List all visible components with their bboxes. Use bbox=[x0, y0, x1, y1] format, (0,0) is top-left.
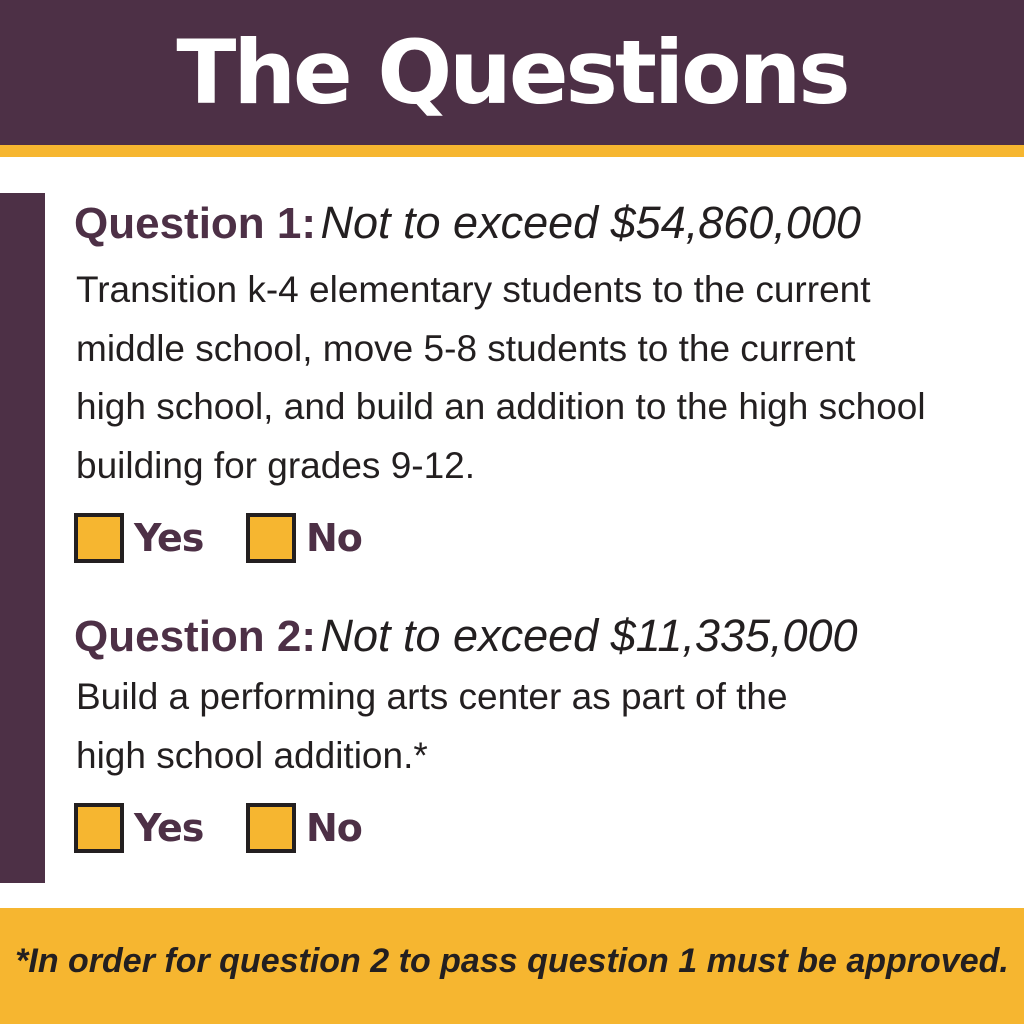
question-2-heading bbox=[74, 610, 858, 661]
question-2-line: high school addition.* bbox=[76, 734, 428, 776]
question-1-label: Question 1: bbox=[74, 199, 317, 248]
question-1-no-option[interactable] bbox=[246, 513, 362, 563]
question-1-line: high school, and build an addition to the high school bbox=[76, 386, 926, 427]
header-banner bbox=[0, 0, 1024, 145]
question-1-line: building for grades 9-12. bbox=[76, 444, 476, 486]
question-1-line: middle school, move 5-8 students to the current bbox=[76, 327, 856, 369]
question-2-amount: Not to exceed $11,335,000 bbox=[320, 610, 858, 661]
question-1-yes-label: Yes bbox=[134, 516, 204, 560]
question-1-amount: Not to exceed $54,860,000 bbox=[320, 197, 861, 248]
question-2-label: Question 2: bbox=[74, 612, 317, 661]
question-2-no-label: No bbox=[306, 806, 362, 850]
header-divider bbox=[0, 145, 1024, 157]
question-1-no-label: No bbox=[306, 516, 362, 560]
question-2-description bbox=[76, 668, 1006, 785]
page-title: The Questions bbox=[176, 21, 848, 124]
question-2-no-checkbox[interactable] bbox=[246, 803, 296, 853]
question-2-yes-option[interactable] bbox=[74, 803, 203, 853]
question-1-line: Transition k-4 elementary students to the current bbox=[76, 269, 871, 310]
side-accent-bar bbox=[0, 193, 45, 883]
question-1-yes-checkbox[interactable] bbox=[74, 513, 124, 563]
question-1-yes-option[interactable] bbox=[74, 513, 203, 563]
question-1-heading bbox=[74, 197, 861, 248]
question-2-no-option[interactable] bbox=[246, 803, 362, 853]
footnote: *In order for question 2 to pass question 1 must be approved. bbox=[15, 942, 1009, 980]
question-2-yes-checkbox[interactable] bbox=[74, 803, 124, 853]
question-1-no-checkbox[interactable] bbox=[246, 513, 296, 563]
footer-banner bbox=[0, 908, 1024, 1024]
question-1-description bbox=[76, 261, 1006, 495]
question-2-yes-label: Yes bbox=[134, 806, 204, 850]
question-2-line: Build a performing arts center as part of the bbox=[76, 676, 788, 717]
